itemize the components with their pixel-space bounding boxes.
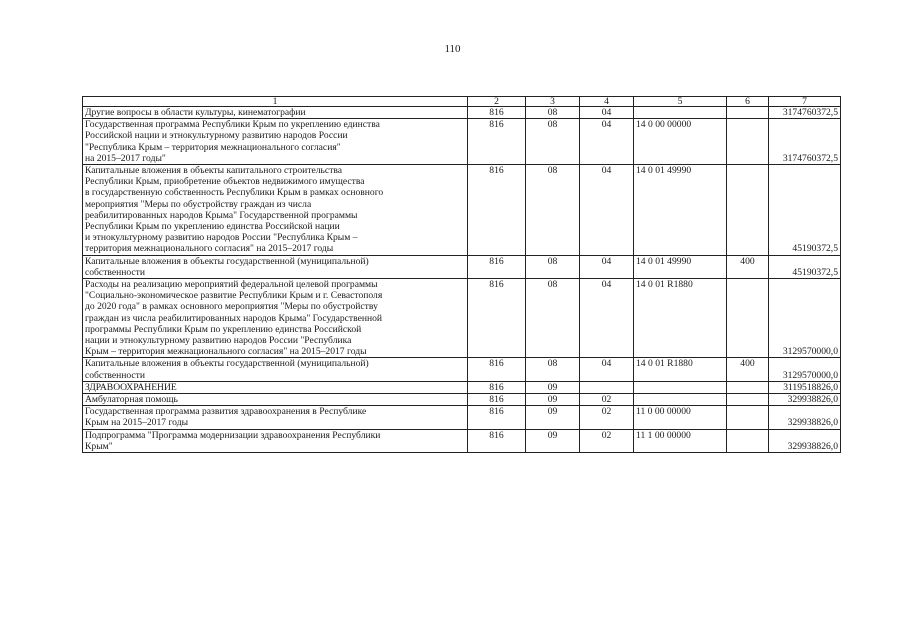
column-header: 5: [634, 97, 727, 107]
section-code: 08: [526, 255, 580, 278]
budget-table: [82, 96, 841, 453]
expense-type-code: [727, 394, 769, 406]
target-article-code: [634, 394, 727, 406]
expense-type-code: [727, 165, 769, 256]
row-description: Государственная программа Республики Крым по укреплению единства Российской нации и этнокультурному развитию народов России "Республика Крым – территория межнационального согласия" на 2015–2017 годы": [83, 119, 468, 165]
target-article-code: 14 0 01 R1880: [634, 358, 727, 381]
ministry-code: 816: [468, 429, 526, 452]
amount: 329938826,0: [769, 394, 841, 406]
row-description: ЗДРАВООХРАНЕНИЕ: [83, 381, 468, 393]
expense-type-code: [727, 107, 769, 119]
section-code: 09: [526, 381, 580, 393]
column-header: 2: [468, 97, 526, 107]
section-code: 08: [526, 165, 580, 256]
ministry-code: 816: [468, 279, 526, 358]
table-header-row: [83, 97, 841, 107]
subsection-code: 04: [580, 279, 634, 358]
row-description: Расходы на реализацию мероприятий федеральной целевой программы "Социально-экономическое развитие Республики Крым и г. Севастополя до 2020 года" в рамках основного мероприятия "Меры по обустройству граждан из числа реабилитированных народов Крыма" Государственной программы Республики Крым по укреплению единства Российской нации и этнокультурному развитию народов России "Республика Крым – территория межнационального согласия" на 2015–2017 годы: [83, 279, 468, 358]
ministry-code: 816: [468, 107, 526, 119]
subsection-code: 04: [580, 358, 634, 381]
amount: 329938826,0: [769, 429, 841, 452]
subsection-code: 04: [580, 119, 634, 165]
column-header: 1: [83, 97, 468, 107]
target-article-code: 11 1 00 00000: [634, 429, 727, 452]
table-row: [83, 119, 841, 165]
column-header: 7: [769, 97, 841, 107]
expense-type-code: 400: [727, 255, 769, 278]
expense-type-code: [727, 279, 769, 358]
section-code: 08: [526, 119, 580, 165]
section-code: 08: [526, 358, 580, 381]
column-header: 6: [727, 97, 769, 107]
amount: 329938826,0: [769, 406, 841, 429]
row-description: Государственная программа развития здравоохранения в Республике Крым на 2015–2017 годы: [83, 406, 468, 429]
section-code: 09: [526, 406, 580, 429]
page-number: 110: [444, 43, 461, 55]
column-header: 4: [580, 97, 634, 107]
amount: 3119518826,0: [769, 381, 841, 393]
row-description: Капитальные вложения в объекты капитального строительства Республики Крым, приобретение объектов недвижимого имущества в государственную собственность Республики Крым в рамках основного мероприятия "Меры по обустройству граждан из числа реабилитированных народов Крыма" Государственной программы Республики Крым по укреплению единства Российской нации и этнокультурному развитию народов России "Республика Крым – территория межнационального согласия" на 2015–2017 годы: [83, 165, 468, 256]
ministry-code: 816: [468, 358, 526, 381]
amount: 45190372,5: [769, 165, 841, 256]
target-article-code: 14 0 01 R1880: [634, 279, 727, 358]
target-article-code: 14 0 01 49990: [634, 255, 727, 278]
target-article-code: 11 0 00 00000: [634, 406, 727, 429]
row-description: Амбулаторная помощь: [83, 394, 468, 406]
ministry-code: 816: [468, 119, 526, 165]
target-article-code: [634, 381, 727, 393]
table-row: [83, 358, 841, 381]
section-code: 09: [526, 394, 580, 406]
ministry-code: 816: [468, 406, 526, 429]
table-row: [83, 279, 841, 358]
column-header: 3: [526, 97, 580, 107]
row-description: Другие вопросы в области культуры, кинематографии: [83, 107, 468, 119]
expense-type-code: [727, 119, 769, 165]
ministry-code: 816: [468, 165, 526, 256]
subsection-code: 02: [580, 406, 634, 429]
ministry-code: 816: [468, 255, 526, 278]
amount: 3174760372,5: [769, 119, 841, 165]
subsection-code: 04: [580, 165, 634, 256]
expense-type-code: [727, 381, 769, 393]
expense-type-code: [727, 429, 769, 452]
table-row: [83, 429, 841, 452]
table-row: [83, 107, 841, 119]
target-article-code: [634, 107, 727, 119]
table-row: [83, 381, 841, 393]
amount: 3129570000,0: [769, 358, 841, 381]
table-row: [83, 255, 841, 278]
ministry-code: 816: [468, 381, 526, 393]
subsection-code: 04: [580, 255, 634, 278]
ministry-code: 816: [468, 394, 526, 406]
amount: 45190372,5: [769, 255, 841, 278]
row-description: Капитальные вложения в объекты государственной (муниципальной) собственности: [83, 358, 468, 381]
row-description: Подпрограмма "Программа модернизации здравоохранения Республики Крым": [83, 429, 468, 452]
expense-type-code: 400: [727, 358, 769, 381]
expense-type-code: [727, 406, 769, 429]
row-description: Капитальные вложения в объекты государственной (муниципальной) собственности: [83, 255, 468, 278]
subsection-code: 02: [580, 429, 634, 452]
subsection-code: [580, 381, 634, 393]
amount: 3174760372,5: [769, 107, 841, 119]
target-article-code: 14 0 01 49990: [634, 165, 727, 256]
section-code: 08: [526, 279, 580, 358]
table-row: [83, 406, 841, 429]
subsection-code: 02: [580, 394, 634, 406]
table-row: [83, 394, 841, 406]
section-code: 08: [526, 107, 580, 119]
target-article-code: 14 0 00 00000: [634, 119, 727, 165]
section-code: 09: [526, 429, 580, 452]
amount: 3129570000,0: [769, 279, 841, 358]
table-row: [83, 165, 841, 256]
subsection-code: 04: [580, 107, 634, 119]
